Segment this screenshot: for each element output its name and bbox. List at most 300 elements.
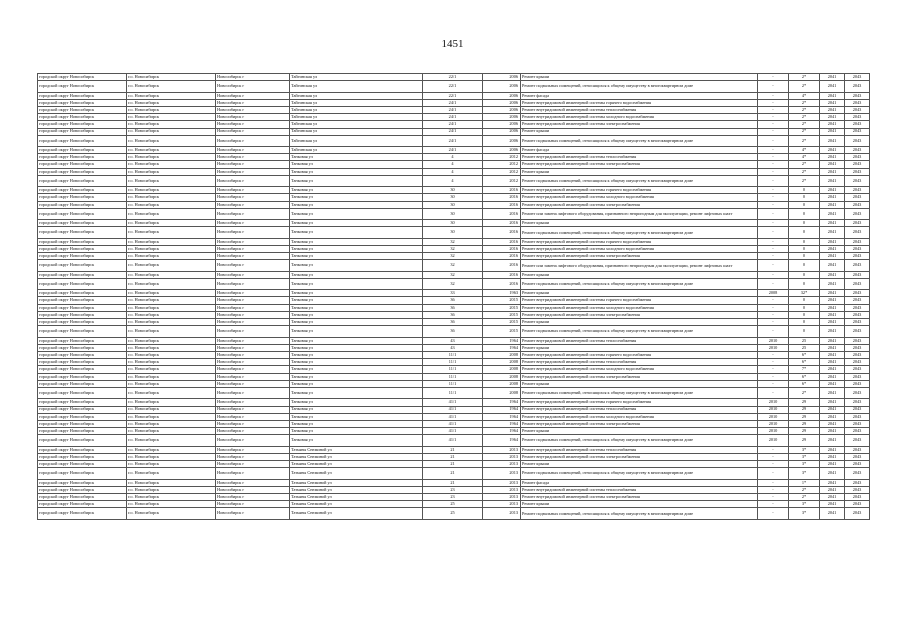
city-cell: Новосибирск г [216,74,290,81]
table-row [38,326,870,337]
house-number-cell: 22/1 [423,74,483,81]
city-cell: Новосибирск г [216,399,290,406]
house-number-cell: 36 [423,319,483,326]
table-row [38,208,870,219]
work-type-cell: Ремонт внутридомовой инженерной системы теплоснабжения [521,154,758,161]
wear-cell: 0 [789,245,820,252]
wear-cell: 2* [789,99,820,106]
settlement-cell: г.о. Новосибирск [127,486,216,493]
street-cell: Танковая ул [290,359,423,366]
table-row [38,194,870,201]
municipality-cell: городской округ Новосибирск [38,344,127,351]
municipality-cell: городской округ Новосибирск [38,479,127,486]
house-number-cell: 41/1 [423,406,483,413]
build-year-cell: 2016 [483,187,521,194]
table-row [38,227,870,238]
work-type-cell: Ремонт подвальных помещений, относящихся к общему имуществу в многоквартирном доме [521,227,758,238]
plan-end-cell: 2043 [845,326,870,337]
table-row [38,366,870,373]
house-number-cell: 36 [423,304,483,311]
street-cell: Тайгинская ул [290,106,423,113]
build-year-cell: 2013 [483,446,521,453]
house-number-cell: 4 [423,168,483,175]
last-repair-year-cell: - [758,373,789,380]
plan-start-cell: 2041 [820,168,845,175]
street-cell: Танковая ул [290,319,423,326]
settlement-cell: г.о. Новосибирск [127,147,216,154]
build-year-cell: 2015 [483,326,521,337]
house-number-cell: 43 [423,337,483,344]
street-cell: Танковая ул [290,420,423,427]
city-cell: Новосибирск г [216,486,290,493]
build-year-cell: 1964 [483,420,521,427]
wear-cell: 2* [789,74,820,81]
street-cell: Танковая ул [290,366,423,373]
plan-start-cell: 2041 [820,406,845,413]
work-type-cell: Ремонт внутридомовой инженерной системы холодного водоснабжения [521,304,758,311]
city-cell: Новосибирск г [216,453,290,460]
house-number-cell: 22/1 [423,81,483,92]
city-cell: Новосибирск г [216,121,290,128]
work-type-cell: Ремонт внутридомовой инженерной системы электроснабжения [521,493,758,500]
work-type-cell: Ремонт внутридомовой инженерной системы теплоснабжения [521,359,758,366]
plan-end-cell: 2043 [845,154,870,161]
wear-cell: 0 [789,260,820,271]
table-row [38,161,870,168]
municipality-cell: городской округ Новосибирск [38,493,127,500]
street-cell: Тайгинская ул [290,92,423,99]
plan-start-cell: 2041 [820,380,845,387]
street-cell: Татьяны Снежиной ул [290,479,423,486]
build-year-cell: 2015 [483,311,521,318]
city-cell: Новосибирск г [216,435,290,446]
build-year-cell: 2013 [483,468,521,479]
settlement-cell: г.о. Новосибирск [127,220,216,227]
wear-cell: 25 [789,337,820,344]
plan-start-cell: 2041 [820,271,845,278]
municipality-cell: городской округ Новосибирск [38,297,127,304]
street-cell: Тайгинская ул [290,81,423,92]
settlement-cell: г.о. Новосибирск [127,290,216,297]
municipality-cell: городской округ Новосибирск [38,121,127,128]
city-cell: Новосибирск г [216,253,290,260]
street-cell: Танковая ул [290,290,423,297]
work-type-cell: Ремонт внутридомовой инженерной системы горячего водоснабжения [521,238,758,245]
plan-end-cell: 2043 [845,74,870,81]
settlement-cell: г.о. Новосибирск [127,366,216,373]
plan-start-cell: 2041 [820,420,845,427]
street-cell: Танковая ул [290,337,423,344]
municipality-cell: городской округ Новосибирск [38,260,127,271]
street-cell: Танковая ул [290,380,423,387]
house-number-cell: 41/1 [423,435,483,446]
table-row [38,74,870,81]
city-cell: Новосибирск г [216,227,290,238]
street-cell: Танковая ул [290,194,423,201]
build-year-cell: 2015 [483,319,521,326]
municipality-cell: городской округ Новосибирск [38,290,127,297]
table-row [38,337,870,344]
plan-end-cell: 2043 [845,344,870,351]
plan-start-cell: 2041 [820,373,845,380]
plan-end-cell: 2043 [845,92,870,99]
last-repair-year-cell: - [758,453,789,460]
street-cell: Танковая ул [290,373,423,380]
street-cell: Танковая ул [290,399,423,406]
table-body [38,74,870,520]
settlement-cell: г.о. Новосибирск [127,208,216,219]
last-repair-year-cell: - [758,114,789,121]
last-repair-year-cell: - [758,121,789,128]
city-cell: Новосибирск г [216,147,290,154]
city-cell: Новосибирск г [216,359,290,366]
house-number-cell: 23 [423,493,483,500]
plan-end-cell: 2043 [845,147,870,154]
wear-cell: 6* [789,359,820,366]
table-row [38,344,870,351]
last-repair-year-cell: - [758,326,789,337]
settlement-cell: г.о. Новосибирск [127,508,216,519]
municipality-cell: городской округ Новосибирск [38,373,127,380]
last-repair-year-cell: - [758,168,789,175]
build-year-cell: 2006 [483,114,521,121]
house-number-cell: 41/1 [423,413,483,420]
work-type-cell: Ремонт крыши [521,168,758,175]
municipality-cell: городской округ Новосибирск [38,453,127,460]
house-number-cell: 11/1 [423,366,483,373]
settlement-cell: г.о. Новосибирск [127,311,216,318]
last-repair-year-cell: - [758,92,789,99]
street-cell: Татьяны Снежиной ул [290,453,423,460]
build-year-cell: 2006 [483,147,521,154]
last-repair-year-cell: - [758,359,789,366]
settlement-cell: г.о. Новосибирск [127,380,216,387]
build-year-cell: 1964 [483,435,521,446]
build-year-cell: 1964 [483,337,521,344]
work-type-cell: Ремонт крыши [521,380,758,387]
plan-start-cell: 2041 [820,106,845,113]
build-year-cell: 1964 [483,413,521,420]
house-number-cell: 24/1 [423,128,483,135]
house-number-cell: 11/1 [423,359,483,366]
last-repair-year-cell: - [758,479,789,486]
last-repair-year-cell: 2010 [758,337,789,344]
municipality-cell: городской округ Новосибирск [38,508,127,519]
municipality-cell: городской округ Новосибирск [38,435,127,446]
work-type-cell: Ремонт крыши [521,344,758,351]
last-repair-year-cell: - [758,175,789,186]
settlement-cell: г.о. Новосибирск [127,468,216,479]
wear-cell: 2* [789,387,820,398]
plan-end-cell: 2043 [845,175,870,186]
city-cell: Новосибирск г [216,387,290,398]
work-type-cell: Ремонт крыши [521,501,758,508]
plan-start-cell: 2041 [820,74,845,81]
work-type-cell: Ремонт внутридомовой инженерной системы холодного водоснабжения [521,194,758,201]
municipality-cell: городской округ Новосибирск [38,486,127,493]
city-cell: Новосибирск г [216,297,290,304]
wear-cell: 2* [789,493,820,500]
house-number-cell: 43 [423,344,483,351]
plan-start-cell: 2041 [820,413,845,420]
plan-end-cell: 2043 [845,428,870,435]
street-cell: Танковая ул [290,406,423,413]
municipality-cell: городской округ Новосибирск [38,359,127,366]
build-year-cell: 2006 [483,74,521,81]
plan-start-cell: 2041 [820,154,845,161]
plan-start-cell: 2041 [820,479,845,486]
settlement-cell: г.о. Новосибирск [127,461,216,468]
build-year-cell: 2008 [483,352,521,359]
build-year-cell: 2006 [483,99,521,106]
house-number-cell: 36 [423,326,483,337]
wear-cell: 0 [789,271,820,278]
street-cell: Танковая ул [290,208,423,219]
city-cell: Новосибирск г [216,208,290,219]
settlement-cell: г.о. Новосибирск [127,428,216,435]
city-cell: Новосибирск г [216,468,290,479]
city-cell: Новосибирск г [216,420,290,427]
plan-end-cell: 2043 [845,311,870,318]
city-cell: Новосибирск г [216,493,290,500]
last-repair-year-cell: 2010 [758,413,789,420]
last-repair-year-cell: - [758,486,789,493]
plan-start-cell: 2041 [820,238,845,245]
work-type-cell: Ремонт или замена лифтового оборудования, признанного непригодным для эксплуатации, ремонт лифтовых шахт [521,208,758,219]
plan-end-cell: 2043 [845,420,870,427]
plan-start-cell: 2041 [820,81,845,92]
city-cell: Новосибирск г [216,238,290,245]
city-cell: Новосибирск г [216,245,290,252]
table-row [38,114,870,121]
house-number-cell: 11/1 [423,352,483,359]
wear-cell: 29 [789,428,820,435]
plan-start-cell: 2041 [820,352,845,359]
plan-end-cell: 2043 [845,208,870,219]
wear-cell: 3* [789,446,820,453]
table-row [38,493,870,500]
house-number-cell: 23 [423,486,483,493]
wear-cell: 0 [789,220,820,227]
last-repair-year-cell: - [758,245,789,252]
municipality-cell: городской округ Новосибирск [38,135,127,146]
city-cell: Новосибирск г [216,428,290,435]
settlement-cell: г.о. Новосибирск [127,446,216,453]
table-row [38,278,870,289]
table-row [38,81,870,92]
table-row [38,154,870,161]
plan-end-cell: 2043 [845,501,870,508]
plan-end-cell: 2043 [845,135,870,146]
build-year-cell: 2015 [483,297,521,304]
settlement-cell: г.о. Новосибирск [127,201,216,208]
wear-cell: 4* [789,92,820,99]
plan-end-cell: 2043 [845,319,870,326]
work-type-cell: Ремонт внутридомовой инженерной системы холодного водоснабжения [521,366,758,373]
work-type-cell: Ремонт крыши [521,74,758,81]
build-year-cell: 2015 [483,304,521,311]
house-number-cell: 21 [423,446,483,453]
work-type-cell: Ремонт внутридомовой инженерной системы электроснабжения [521,201,758,208]
table-row [38,446,870,453]
house-number-cell: 25 [423,508,483,519]
city-cell: Новосибирск г [216,380,290,387]
last-repair-year-cell: 2010 [758,406,789,413]
street-cell: Танковая ул [290,326,423,337]
plan-end-cell: 2043 [845,352,870,359]
table-row [38,413,870,420]
plan-start-cell: 2041 [820,428,845,435]
table-row [38,428,870,435]
build-year-cell: 2016 [483,227,521,238]
table-row [38,135,870,146]
municipality-cell: городской округ Новосибирск [38,227,127,238]
work-type-cell: Ремонт подвальных помещений, относящихся к общему имуществу в многоквартирном доме [521,81,758,92]
city-cell: Новосибирск г [216,114,290,121]
municipality-cell: городской округ Новосибирск [38,428,127,435]
settlement-cell: г.о. Новосибирск [127,187,216,194]
last-repair-year-cell: - [758,154,789,161]
table-row [38,201,870,208]
city-cell: Новосибирск г [216,92,290,99]
work-type-cell: Ремонт внутридомовой инженерной системы электроснабжения [521,453,758,460]
last-repair-year-cell: - [758,493,789,500]
wear-cell: 29 [789,413,820,420]
house-number-cell: 41/1 [423,420,483,427]
build-year-cell: 2006 [483,121,521,128]
table-row [38,468,870,479]
settlement-cell: г.о. Новосибирск [127,493,216,500]
house-number-cell: 32 [423,238,483,245]
city-cell: Новосибирск г [216,366,290,373]
wear-cell: 0 [789,319,820,326]
municipality-cell: городской округ Новосибирск [38,387,127,398]
plan-end-cell: 2043 [845,260,870,271]
plan-end-cell: 2043 [845,453,870,460]
last-repair-year-cell: - [758,352,789,359]
wear-cell: 32* [789,290,820,297]
municipality-cell: городской округ Новосибирск [38,194,127,201]
plan-start-cell: 2041 [820,208,845,219]
repair-schedule-table [37,73,870,520]
table-row [38,359,870,366]
plan-end-cell: 2043 [845,387,870,398]
plan-end-cell: 2043 [845,245,870,252]
plan-start-cell: 2041 [820,147,845,154]
plan-start-cell: 2041 [820,486,845,493]
work-type-cell: Ремонт подвальных помещений, относящихся к общему имуществу в многоквартирном доме [521,135,758,146]
plan-start-cell: 2041 [820,508,845,519]
work-type-cell: Ремонт подвальных помещений, относящихся к общему имуществу в многоквартирном доме [521,508,758,519]
city-cell: Новосибирск г [216,413,290,420]
last-repair-year-cell: - [758,106,789,113]
build-year-cell: 2016 [483,194,521,201]
settlement-cell: г.о. Новосибирск [127,92,216,99]
plan-start-cell: 2041 [820,245,845,252]
work-type-cell: Ремонт крыши [521,319,758,326]
house-number-cell: 32 [423,271,483,278]
city-cell: Новосибирск г [216,187,290,194]
table-row [38,92,870,99]
wear-cell: 29 [789,420,820,427]
page-number: 1451 [441,38,464,50]
house-number-cell: 4 [423,175,483,186]
last-repair-year-cell: - [758,99,789,106]
wear-cell: 4* [789,147,820,154]
municipality-cell: городской округ Новосибирск [38,413,127,420]
settlement-cell: г.о. Новосибирск [127,420,216,427]
build-year-cell: 2013 [483,461,521,468]
build-year-cell: 2013 [483,508,521,519]
settlement-cell: г.о. Новосибирск [127,337,216,344]
work-type-cell: Ремонт внутридомовой инженерной системы теплоснабжения [521,406,758,413]
build-year-cell: 2012 [483,168,521,175]
municipality-cell: городской округ Новосибирск [38,99,127,106]
table-row [38,121,870,128]
settlement-cell: г.о. Новосибирск [127,387,216,398]
build-year-cell: 2016 [483,253,521,260]
repair-schedule-table-wrapper [37,73,869,520]
street-cell: Татьяны Снежиной ул [290,468,423,479]
municipality-cell: городской округ Новосибирск [38,175,127,186]
plan-end-cell: 2043 [845,290,870,297]
plan-start-cell: 2041 [820,326,845,337]
build-year-cell: 2006 [483,81,521,92]
wear-cell: 6* [789,380,820,387]
table-row [38,99,870,106]
table-row [38,435,870,446]
build-year-cell: 2012 [483,161,521,168]
table-row [38,399,870,406]
work-type-cell: Ремонт внутридомовой инженерной системы горячего водоснабжения [521,187,758,194]
plan-start-cell: 2041 [820,114,845,121]
street-cell: Тайгинская ул [290,147,423,154]
last-repair-year-cell: - [758,187,789,194]
last-repair-year-cell: - [758,271,789,278]
settlement-cell: г.о. Новосибирск [127,344,216,351]
house-number-cell: 21 [423,479,483,486]
house-number-cell: 24/1 [423,147,483,154]
street-cell: Танковая ул [290,245,423,252]
plan-end-cell: 2043 [845,121,870,128]
city-cell: Новосибирск г [216,326,290,337]
wear-cell: 0 [789,304,820,311]
house-number-cell: 4 [423,161,483,168]
settlement-cell: г.о. Новосибирск [127,326,216,337]
settlement-cell: г.о. Новосибирск [127,413,216,420]
municipality-cell: городской округ Новосибирск [38,74,127,81]
street-cell: Танковая ул [290,175,423,186]
street-cell: Танковая ул [290,161,423,168]
street-cell: Тайгинская ул [290,74,423,81]
plan-start-cell: 2041 [820,297,845,304]
wear-cell: 3* [789,461,820,468]
work-type-cell: Ремонт подвальных помещений, относящихся к общему имуществу в многоквартирном доме [521,326,758,337]
street-cell: Танковая ул [290,435,423,446]
municipality-cell: городской округ Новосибирск [38,238,127,245]
house-number-cell: 4 [423,154,483,161]
city-cell: Новосибирск г [216,337,290,344]
municipality-cell: городской округ Новосибирск [38,304,127,311]
wear-cell: 2* [789,161,820,168]
table-row [38,352,870,359]
settlement-cell: г.о. Новосибирск [127,135,216,146]
plan-end-cell: 2043 [845,168,870,175]
settlement-cell: г.о. Новосибирск [127,271,216,278]
wear-cell: 0 [789,278,820,289]
settlement-cell: г.о. Новосибирск [127,194,216,201]
wear-cell: 2* [789,106,820,113]
